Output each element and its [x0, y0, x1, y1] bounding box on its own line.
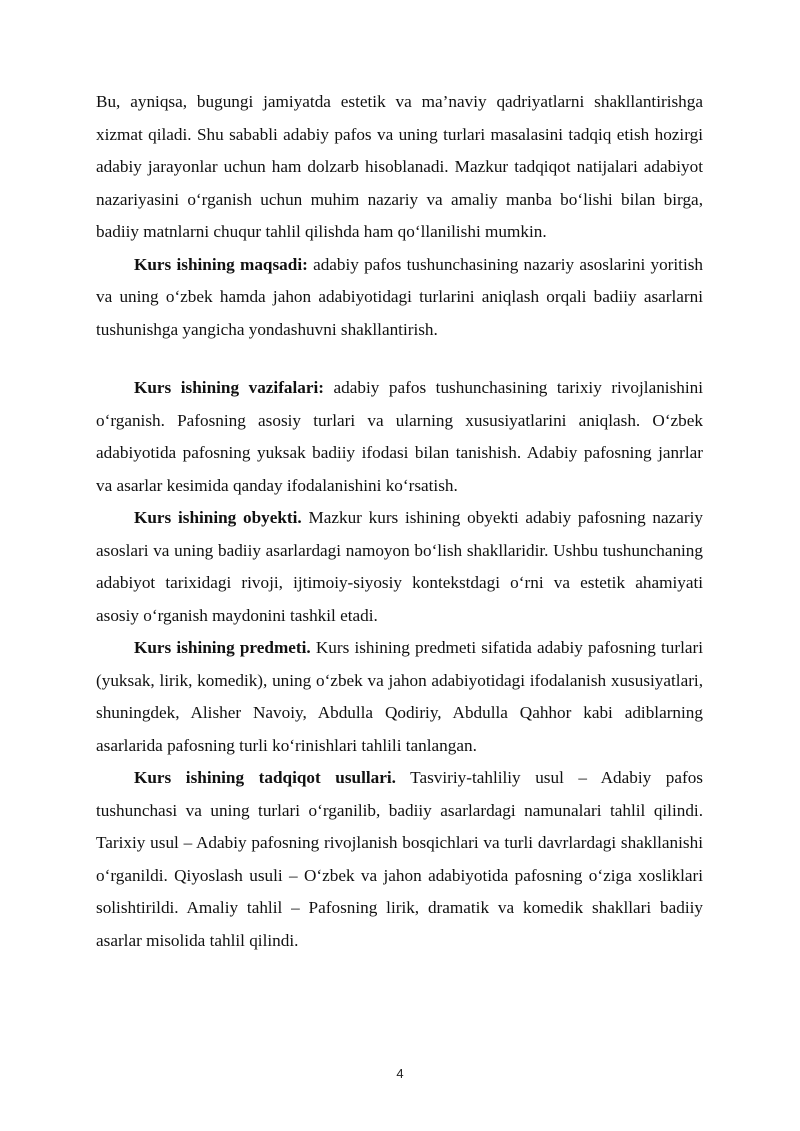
- paragraph-object: [96, 502, 703, 632]
- page-number: 4: [396, 1066, 404, 1081]
- paragraph-tasks: [96, 372, 703, 502]
- paragraph-text: Bu, ayniqsa, bugungi jamiyatda estetik va ma’naviy qadriyatlarni shakllantirishga xizmat qiladi. Shu sababli adabiy pafos va uning turlari masalasini tadqiq etish hozirgi adabiy jarayonlar uchun ham dolzarb hisoblanadi. Mazkur tadqiqot natijalari adabiyot nazariyasini o‘rganish uchun muhim nazariy va amaliy manba bo‘lishi bilan birga, badiiy matnlarni chuqur tahlil qilishda ham qo‘llanilishi mumkin.: [96, 92, 703, 241]
- paragraph-heading: Kurs ishining obyekti.: [134, 508, 302, 527]
- paragraph-subject: [96, 632, 703, 762]
- paragraph-heading: Kurs ishining tadqiqot usullari.: [134, 768, 396, 787]
- paragraph-heading: Kurs ishining predmeti.: [134, 638, 311, 657]
- paragraph-text: Mazkur kurs ishining obyekti adabiy pafosning nazariy asoslari va uning badiiy asarlardagi namoyon bo‘lish shakllaridir. Ushbu tushunchaning adabiyot tarixidagi rivoji, ijtimoiy-siyosiy kontekstdagi o‘rni va estetik ahamiyati asosiy o‘rganish maydonini tashkil etadi.: [96, 508, 703, 625]
- paragraph-heading: Kurs ishining maqsadi:: [134, 254, 308, 274]
- paragraph-heading: Kurs ishining vazifalari:: [134, 378, 325, 397]
- paragraph-intro: [96, 86, 703, 249]
- paragraph-methods: [96, 762, 703, 957]
- paragraph-text: adabiy pafos tushunchasining nazariy asoslarini yoritish va uning o‘zbek hamda jahon adabiyotidagi turlarini aniqlash orqali badiiy asarlarni tushunishga yangicha yondashuvni shakllantirish.: [96, 254, 703, 339]
- paragraph-text: adabiy pafos tushunchasining tarixiy rivojlanishini o‘rganish. Pafosning asosiy turlari va ularning xususiyatlarini aniqlash. O‘zbek adabiyotida pafosning yuksak badiiy ifodasi bilan tanishish. Adabiy pafosning janrlar va asarlar kesimida qanday ifodalanishini ko‘rsatish.: [96, 378, 703, 495]
- document-body: [96, 86, 703, 957]
- paragraph-text: Tasviriy-tahliliy usul – Adabiy pafos tushunchasi va uning turlari o‘rganilib, badiiy asarlardagi namunalari tahlil qilindi. Tarixiy usul – Adabiy pafosning rivojlanish bosqichlari va turli davrlardagi shakllanishi o‘rganildi. Qiyoslash usuli – O‘zbek va jahon adabiyotida pafosning o‘ziga xosliklari solishtirildi. Amaliy tahlil – Pafosning lirik, dramatik va komedik shakllari badiiy asarlar misolida tahlil qilindi.: [96, 768, 703, 950]
- paragraph-text: Kurs ishining predmeti sifatida adabiy pafosning turlari (yuksak, lirik, komedik), uning o‘zbek va jahon adabiyotidagi ifodalanish xususiyatlari, shuningdek, Alisher Navoiy, Abdulla Qodiriy, Abdulla Qahhor kabi adiblarning asarlarida pafosning turli ko‘rinishlari tahlili tanlangan.: [96, 638, 703, 755]
- paragraph-goal: [96, 249, 703, 347]
